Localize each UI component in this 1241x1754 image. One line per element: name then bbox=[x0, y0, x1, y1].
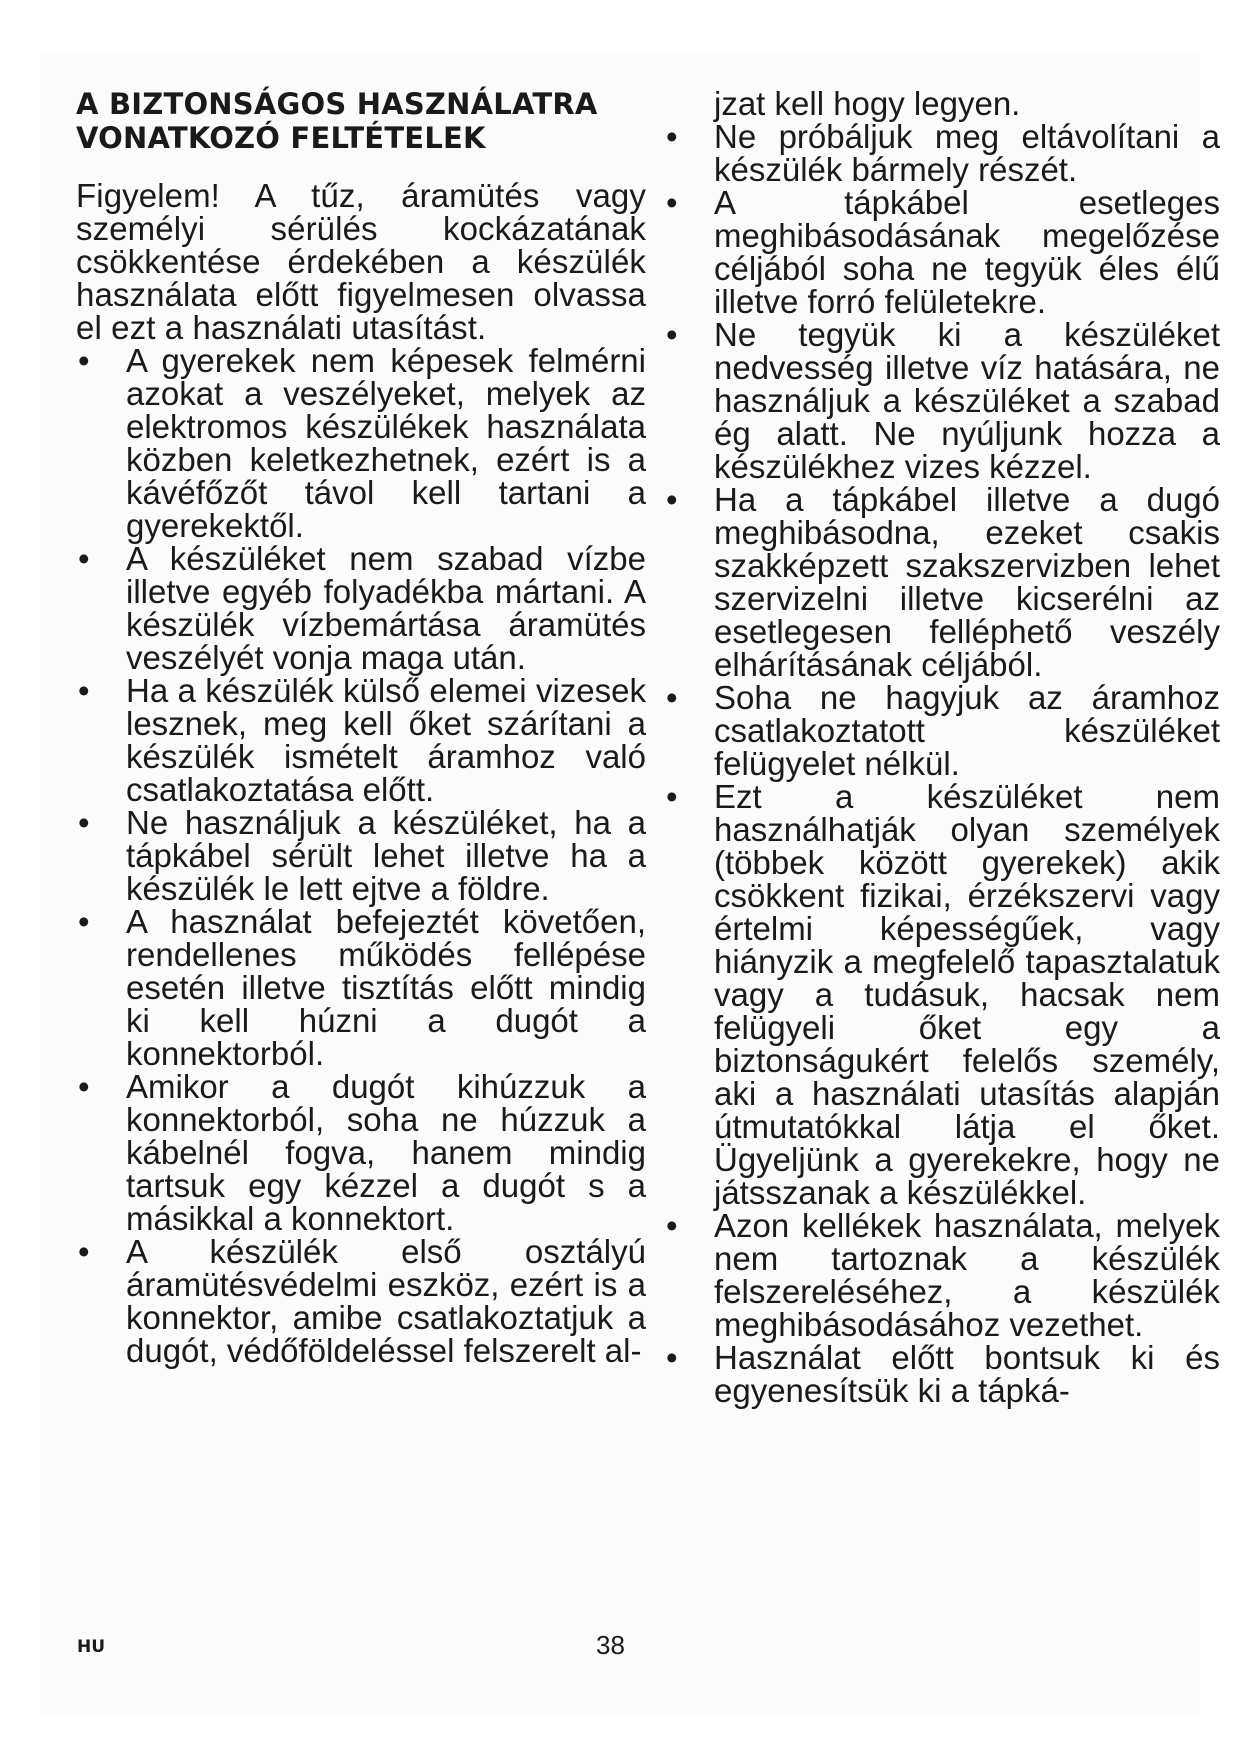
bullet-icon: • bbox=[78, 672, 90, 709]
right-column bbox=[664, 87, 1220, 1407]
bullet-icon: • bbox=[78, 804, 90, 841]
list-item: • Ha a készülék külső elemei vizesek lesznek, meg kell őket szárítani a készülék ismételt áramhoz való csatlakoztatása előtt. bbox=[78, 672, 646, 808]
list-item: • A készülék első osztályú áramütésvédelmi eszköz, ezért is a konnektor, amibe csatlakoztatjuk a dugót, védőföldeléssel felszerelt al- bbox=[78, 1233, 646, 1369]
list-item: • Ha a tápkábel illetve a dugó meghibásodna, ezeket csakis szakképzett szakszervizben lehet szervizelni illetve kicserélni az esetlegesen felléphető veszély elhárításának céljából. bbox=[666, 481, 1220, 683]
manual-page bbox=[40, 55, 1220, 1715]
bullet-icon: • bbox=[666, 1339, 678, 1376]
list-item: • Ezt a készüléket nem használhatják olyan személyek (többek között gyerekek) akik csökkent fizikai, érzékszervi vagy értelmi képességűek, vagy hiányzik a megfelelő tapasztalatuk vagy a tudásuk, hacsak nem felügyeli őket egy a biztonságukért felelős személy, aki a használati utasítás alapján útmutatókkal látja el őket. Ügyeljünk a gyerekekre, hogy ne játsszanak a készülékkel. bbox=[666, 778, 1220, 1211]
section-heading bbox=[76, 87, 646, 155]
continued-text: jzat kell hogy legyen. bbox=[714, 85, 1021, 122]
bullet-icon: • bbox=[666, 481, 678, 518]
list-item: • Ne próbáljuk meg eltávolítani a készülék bármely részét. bbox=[666, 118, 1220, 188]
bullet-icon: • bbox=[666, 778, 678, 815]
list-item: • A használat befejeztét követően, rendellenes működés fellépése esetén illetve tisztítás előtt mindig ki kell húzni a dugót a konnektorból. bbox=[78, 903, 646, 1072]
list-item: • A tápkábel esetleges meghibásodásának megelőzése céljából soha ne tegyük éles élű illetve forró felületekre. bbox=[666, 184, 1220, 320]
bullet-icon: • bbox=[666, 118, 678, 155]
list-item: • A készüléket nem szabad vízbe illetve egyéb folyadékba mártani. A készülék vízbemártása áramütés veszélyét vonja maga után. bbox=[78, 540, 646, 676]
bullet-icon: • bbox=[78, 540, 90, 577]
bullet-icon: • bbox=[666, 679, 678, 716]
bullet-icon: • bbox=[78, 342, 90, 379]
list-item: • Ne használjuk a készüléket, ha a tápkábel sérült lehet illetve ha a készülék le lett ejtve a földre. bbox=[78, 804, 646, 907]
page-number: 38 bbox=[596, 1630, 625, 1660]
bullet-icon: • bbox=[666, 316, 678, 353]
list-item: • Azon kellékek használata, melyek nem tartoznak a készülék felszereléséhez, a készülék meghibásodásához vezethet. bbox=[666, 1207, 1220, 1343]
heading-line-2: VONATKOZÓ FELTÉTELEK bbox=[76, 121, 486, 155]
left-bullet-list bbox=[76, 344, 646, 1367]
list-item: • Amikor a dugót kihúzzuk a konnektorból, soha ne húzzuk a kábelnél fogva, hanem mindig tartsuk egy kézzel a dugót s a másikkal a konnektort. bbox=[78, 1068, 646, 1237]
left-column bbox=[76, 87, 646, 1367]
bullet-icon: • bbox=[78, 903, 90, 940]
heading-line-1: A BIZTONSÁGOS HASZNÁLATRA bbox=[76, 87, 598, 121]
language-code: HU bbox=[77, 1637, 106, 1657]
list-item: • Használat előtt bontsuk ki és egyenesítsük ki a tápká- bbox=[666, 1339, 1220, 1409]
bullet-icon: • bbox=[666, 1207, 678, 1244]
list-item: • Soha ne hagyjuk az áramhoz csatlakoztatott készüléket felügyelet nélkül. bbox=[666, 679, 1220, 782]
bullet-icon: • bbox=[78, 1233, 90, 1270]
list-item: • A gyerekek nem képesek felmérni azokat a veszélyeket, melyek az elektromos készülékek használata közben keletkezhetnek, ezért is a kávéfőzőt távol kell tartani a gyerekektől. bbox=[78, 342, 646, 544]
bullet-icon: • bbox=[78, 1068, 90, 1105]
right-bullet-list bbox=[664, 120, 1220, 1407]
list-item: • Ne tegyük ki a készüléket nedvesség illetve víz hatására, ne használjuk a készüléket a szabad ég alatt. Ne nyúljunk hozza a készülékhez vizes kézzel. bbox=[666, 316, 1220, 485]
bullet-icon: • bbox=[666, 184, 678, 221]
intro-paragraph: Figyelem! A tűz, áramütés vagy személyi sérülés kockázatának csökkentése érdekében a készülék használata előtt figyelmesen olvassa el ezt a használati utasítást. bbox=[76, 177, 646, 346]
